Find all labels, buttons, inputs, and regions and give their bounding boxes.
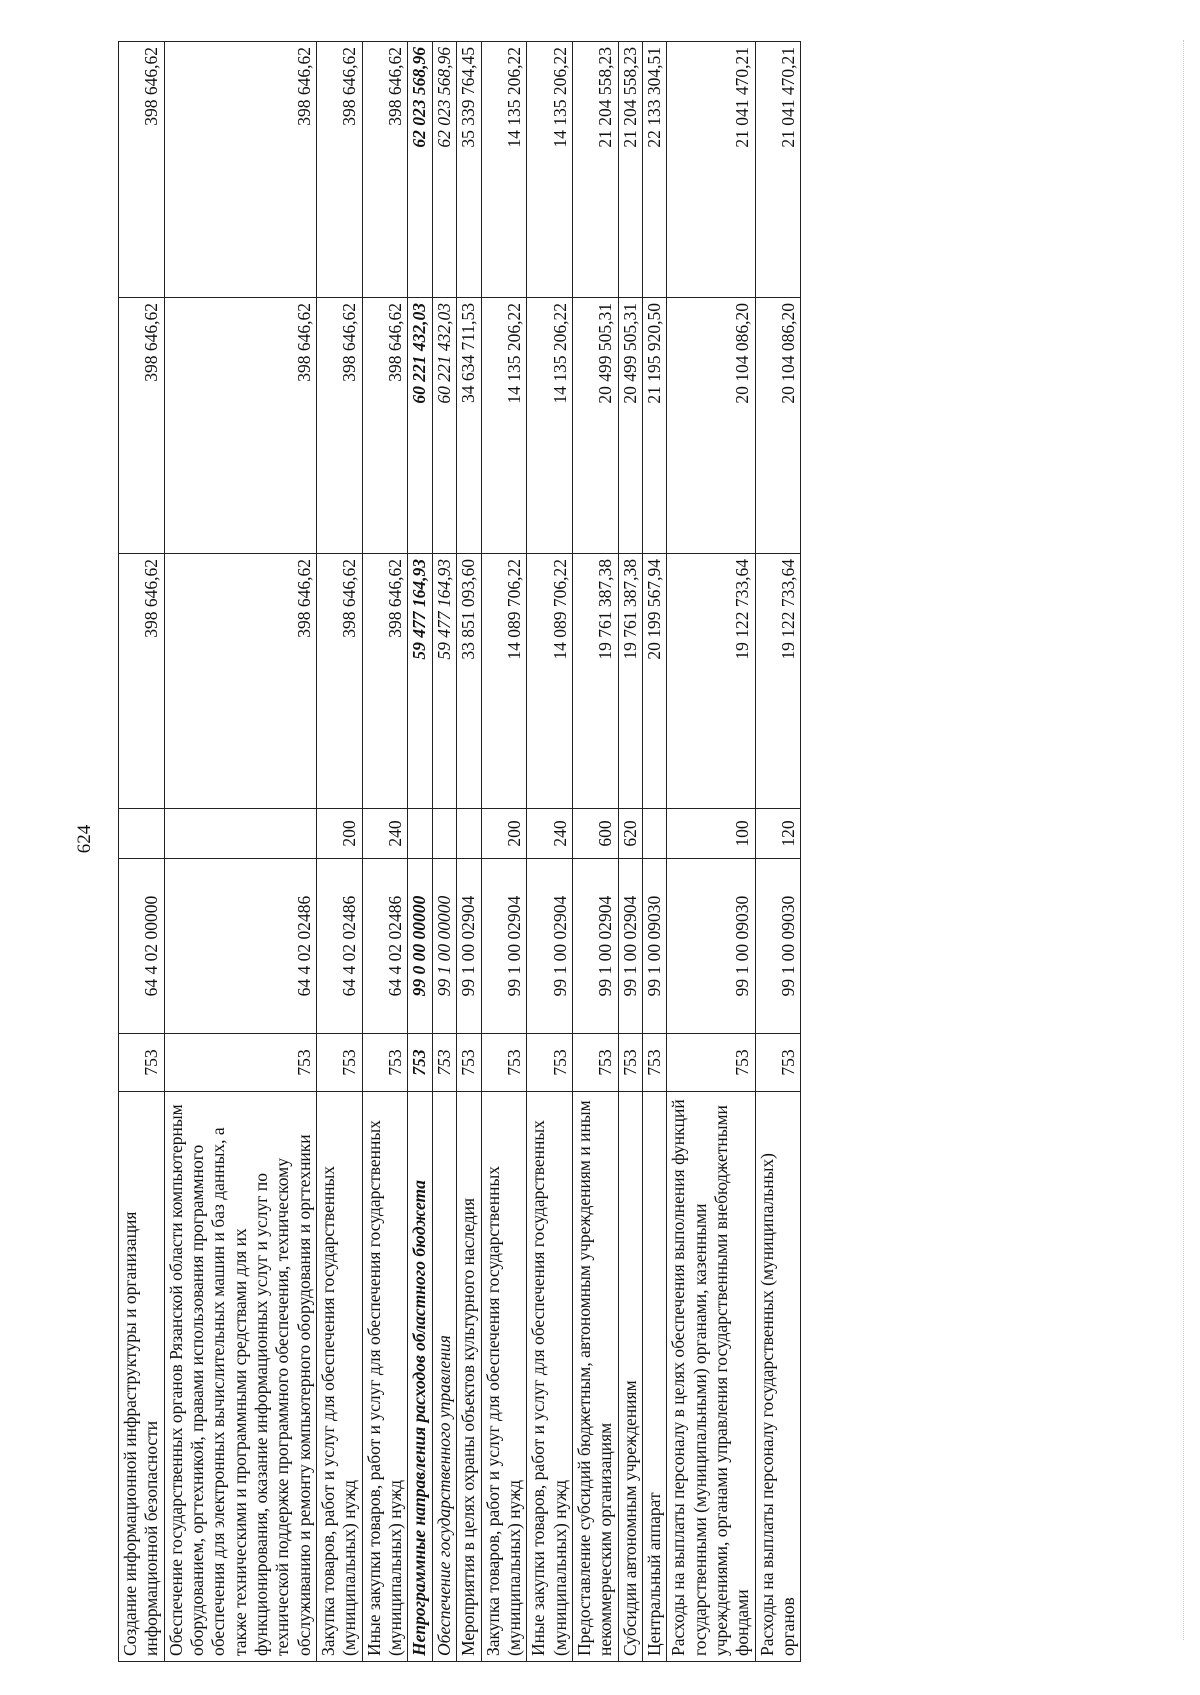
target-article-cell: 99 0 00 00000 xyxy=(408,859,432,1034)
table-row xyxy=(572,42,618,1662)
page-number: 624 xyxy=(74,824,95,854)
table-body xyxy=(119,42,801,1662)
expense-name-cell: Обеспечение государственных органов Рязанской области компьютерным оборудованием, оргтехникой, правами использования программного обеспечения для электронных вычислительных машин и баз данных, а также техническими и программными средствами для их функционирования, оказание информационных услуг и услуг по технической поддержке программного обеспечения, техническому обслуживанию и ремонту компьютерного оборудования и оргтехники xyxy=(164,1092,316,1662)
amount-year3-cell: 398 646,62 xyxy=(317,42,363,298)
expense-name-cell: Закупка товаров, работ и услуг для обеспечения государственных (муниципальных) нужд xyxy=(481,1092,527,1662)
admin-code-cell: 753 xyxy=(408,1034,432,1092)
target-article-cell: 64 4 02 02486 xyxy=(164,859,316,1034)
expense-name-cell: Мероприятия в целях охраны объектов культурного наследия xyxy=(457,1092,481,1662)
expense-name-cell: Непрограммные направления расходов областного бюджета xyxy=(408,1092,432,1662)
admin-code-cell: 753 xyxy=(667,1034,755,1092)
admin-code-cell: 753 xyxy=(119,1034,165,1092)
target-article-cell: 99 1 00 02904 xyxy=(481,859,527,1034)
scan-edge-artifact xyxy=(1183,40,1194,1640)
admin-code-cell: 753 xyxy=(457,1034,481,1092)
table-row xyxy=(527,42,573,1662)
amount-year2-cell: 398 646,62 xyxy=(164,298,316,554)
amount-year1-cell: 14 089 706,22 xyxy=(481,554,527,809)
admin-code-cell: 753 xyxy=(481,1034,527,1092)
admin-code-cell: 753 xyxy=(432,1034,456,1092)
amount-year1-cell: 398 646,62 xyxy=(119,554,165,809)
target-article-cell: 64 4 02 00000 xyxy=(119,859,165,1034)
amount-year2-cell: 398 646,62 xyxy=(119,298,165,554)
target-article-cell: 99 1 00 02904 xyxy=(618,859,642,1034)
amount-year3-cell: 62 023 568,96 xyxy=(408,42,432,298)
amount-year1-cell: 33 851 093,60 xyxy=(457,554,481,809)
target-article-cell: 99 1 00 00000 xyxy=(432,859,456,1034)
expense-type-cell: 240 xyxy=(527,809,573,859)
target-article-cell: 99 1 00 02904 xyxy=(527,859,573,1034)
amount-year2-cell: 60 221 432,03 xyxy=(432,298,456,554)
expense-name-cell: Расходы на выплаты персоналу государственных (муниципальных) органов xyxy=(755,1092,801,1662)
rotated-table-container xyxy=(118,42,801,1662)
amount-year2-cell: 21 195 920,50 xyxy=(642,298,666,554)
expense-type-cell: 620 xyxy=(618,809,642,859)
amount-year1-cell: 398 646,62 xyxy=(317,554,363,809)
amount-year3-cell: 62 023 568,96 xyxy=(432,42,456,298)
table-row xyxy=(618,42,642,1662)
expense-type-cell: 100 xyxy=(667,809,755,859)
expense-type-cell: 200 xyxy=(317,809,363,859)
admin-code-cell: 753 xyxy=(755,1034,801,1092)
amount-year3-cell: 21 041 470,21 xyxy=(755,42,801,298)
amount-year3-cell: 398 646,62 xyxy=(164,42,316,298)
amount-year3-cell: 14 135 206,22 xyxy=(481,42,527,298)
amount-year1-cell: 398 646,62 xyxy=(362,554,408,809)
expense-type-cell: 240 xyxy=(362,809,408,859)
admin-code-cell: 753 xyxy=(164,1034,316,1092)
amount-year3-cell: 14 135 206,22 xyxy=(527,42,573,298)
amount-year3-cell: 398 646,62 xyxy=(119,42,165,298)
table-row xyxy=(408,42,432,1662)
amount-year1-cell: 398 646,62 xyxy=(164,554,316,809)
admin-code-cell: 753 xyxy=(618,1034,642,1092)
expense-type-cell xyxy=(408,809,432,859)
amount-year3-cell: 21 041 470,21 xyxy=(667,42,755,298)
table-row xyxy=(481,42,527,1662)
amount-year2-cell: 14 135 206,22 xyxy=(481,298,527,554)
expense-type-cell: 600 xyxy=(572,809,618,859)
budget-table xyxy=(118,41,801,1662)
target-article-cell: 99 1 00 09030 xyxy=(642,859,666,1034)
amount-year1-cell: 14 089 706,22 xyxy=(527,554,573,809)
admin-code-cell: 753 xyxy=(572,1034,618,1092)
amount-year3-cell: 21 204 558,23 xyxy=(572,42,618,298)
admin-code-cell: 753 xyxy=(362,1034,408,1092)
expense-type-cell xyxy=(119,809,165,859)
target-article-cell: 64 4 02 02486 xyxy=(362,859,408,1034)
table-row xyxy=(317,42,363,1662)
amount-year1-cell: 19 761 387,38 xyxy=(618,554,642,809)
amount-year2-cell: 398 646,62 xyxy=(317,298,363,554)
amount-year2-cell: 398 646,62 xyxy=(362,298,408,554)
target-article-cell: 99 1 00 02904 xyxy=(572,859,618,1034)
table-row xyxy=(457,42,481,1662)
admin-code-cell: 753 xyxy=(527,1034,573,1092)
table-row xyxy=(164,42,316,1662)
amount-year3-cell: 22 133 304,51 xyxy=(642,42,666,298)
expense-name-cell: Иные закупки товаров, работ и услуг для обеспечения государственных (муниципальных) нужд xyxy=(362,1092,408,1662)
expense-name-cell: Предоставление субсидий бюджетным, автономным учреждениям и иным некоммерческим организациям xyxy=(572,1092,618,1662)
amount-year2-cell: 14 135 206,22 xyxy=(527,298,573,554)
target-article-cell: 64 4 02 02486 xyxy=(317,859,363,1034)
expense-type-cell xyxy=(642,809,666,859)
amount-year1-cell: 59 477 164,93 xyxy=(432,554,456,809)
expense-name-cell: Закупка товаров, работ и услуг для обеспечения государственных (муниципальных) нужд xyxy=(317,1092,363,1662)
admin-code-cell: 753 xyxy=(317,1034,363,1092)
amount-year2-cell: 20 499 505,31 xyxy=(572,298,618,554)
expense-type-cell: 120 xyxy=(755,809,801,859)
expense-type-cell: 200 xyxy=(481,809,527,859)
expense-type-cell xyxy=(164,809,316,859)
table-row xyxy=(642,42,666,1662)
amount-year3-cell: 21 204 558,23 xyxy=(618,42,642,298)
table-row xyxy=(119,42,165,1662)
expense-type-cell xyxy=(432,809,456,859)
expense-name-cell: Создание информационной инфраструктуры и организация информационной безопасности xyxy=(119,1092,165,1662)
amount-year2-cell: 34 634 711,53 xyxy=(457,298,481,554)
amount-year1-cell: 20 199 567,94 xyxy=(642,554,666,809)
target-article-cell: 99 1 00 09030 xyxy=(755,859,801,1034)
amount-year1-cell: 59 477 164,93 xyxy=(408,554,432,809)
table-row xyxy=(362,42,408,1662)
table-row xyxy=(667,42,755,1662)
amount-year2-cell: 20 104 086,20 xyxy=(755,298,801,554)
amount-year2-cell: 20 499 505,31 xyxy=(618,298,642,554)
expense-name-cell: Иные закупки товаров, работ и услуг для обеспечения государственных (муниципальных) нужд xyxy=(527,1092,573,1662)
table-row xyxy=(755,42,801,1662)
admin-code-cell: 753 xyxy=(642,1034,666,1092)
amount-year1-cell: 19 122 733,64 xyxy=(667,554,755,809)
expense-name-cell: Обеспечение государственного управления xyxy=(432,1092,456,1662)
expense-name-cell: Расходы на выплаты персоналу в целях обеспечения выполнения функций государственными (муниципальными) органами, казенными учреждениями, органами управления государственными внебюджетными фондами xyxy=(667,1092,755,1662)
amount-year3-cell: 35 339 764,45 xyxy=(457,42,481,298)
target-article-cell: 99 1 00 02904 xyxy=(457,859,481,1034)
amount-year2-cell: 20 104 086,20 xyxy=(667,298,755,554)
target-article-cell: 99 1 00 09030 xyxy=(667,859,755,1034)
amount-year2-cell: 60 221 432,03 xyxy=(408,298,432,554)
expense-name-cell: Субсидии автономным учреждениям xyxy=(618,1092,642,1662)
amount-year1-cell: 19 122 733,64 xyxy=(755,554,801,809)
expense-type-cell xyxy=(457,809,481,859)
amount-year3-cell: 398 646,62 xyxy=(362,42,408,298)
table-row xyxy=(432,42,456,1662)
expense-name-cell: Центральный аппарат xyxy=(642,1092,666,1662)
amount-year1-cell: 19 761 387,38 xyxy=(572,554,618,809)
